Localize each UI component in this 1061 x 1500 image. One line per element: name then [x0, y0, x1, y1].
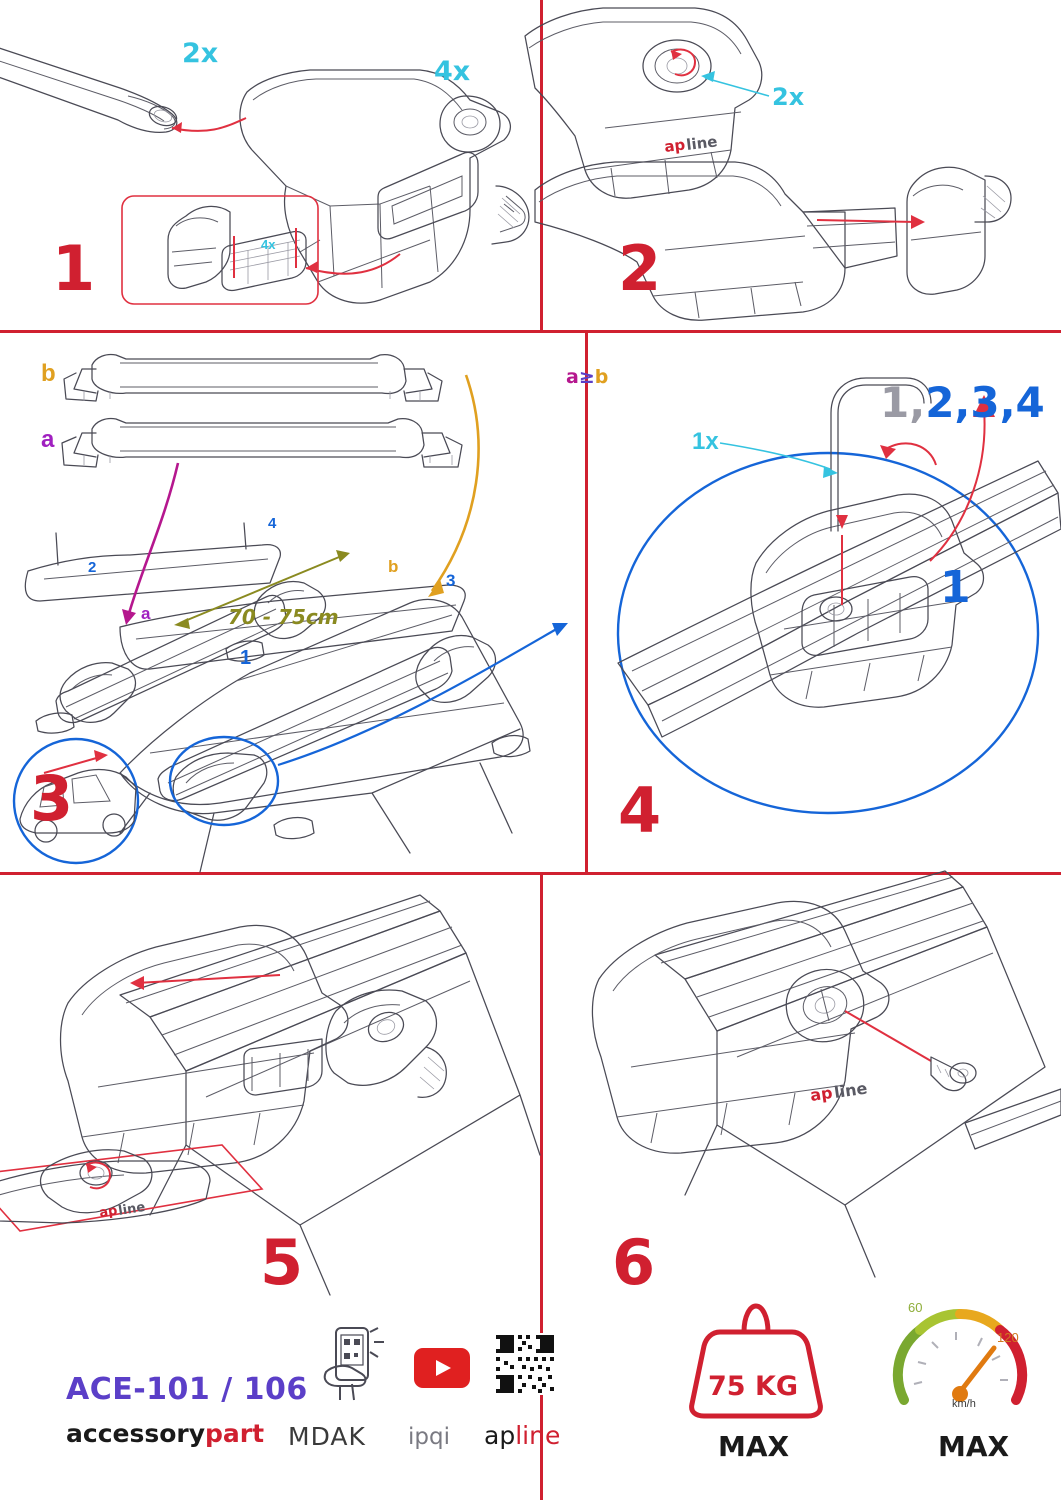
brand-accessory-text: accessory [66, 1419, 206, 1448]
weight-limit-value: 75 KG [708, 1371, 799, 1402]
label-position-4: 4 [268, 515, 277, 532]
label-roof-a: a [141, 604, 151, 623]
speed-unit-label: km/h [952, 1398, 976, 1410]
svg-text:ap: ap [663, 135, 687, 156]
step-number-5: 5 [260, 1226, 304, 1299]
speed-scale-max: 120 [997, 1330, 1019, 1345]
speed-scale-min: 60 [908, 1300, 923, 1315]
brand-mdak: MDAK [288, 1422, 366, 1451]
step-number-6: 6 [612, 1226, 656, 1299]
step-number-4: 4 [618, 774, 662, 847]
brand-ipqi: ipqi [408, 1424, 450, 1450]
label-bar-b: b [41, 360, 56, 387]
brand-line-text: line [515, 1421, 561, 1450]
label-roof-b: b [388, 557, 399, 576]
label-qty-2x-lock: 2x [772, 83, 805, 111]
step-number-2: 2 [618, 232, 662, 305]
step-number-3: 3 [30, 762, 74, 835]
label-position-1: 1 [240, 647, 252, 669]
divider-step5-step6 [540, 872, 543, 1500]
label-position-2: 2 [88, 559, 97, 576]
brand-apline [484, 1421, 560, 1450]
svg-text:line: line [685, 132, 719, 154]
speed-max-label: MAX [938, 1430, 1010, 1463]
svg-text:ap: ap [808, 1083, 834, 1105]
divider-step1-step2 [540, 0, 543, 330]
step-number-1: 1 [52, 232, 96, 305]
label-a-ge-b: a≥b [566, 366, 609, 388]
label-b: b [594, 366, 609, 388]
sequence-rest: 2,3,4 [925, 378, 1045, 427]
label-qty-1x-key: 1x [692, 428, 719, 455]
youtube-icon[interactable] [414, 1348, 470, 1388]
label-qty-4x-pad: 4x [261, 237, 276, 252]
brand-ap-text: ap [484, 1421, 516, 1450]
label-qty-2x-endcap: 2x [182, 38, 219, 69]
label-a: a [566, 366, 579, 388]
svg-text:line: line [117, 1199, 147, 1219]
weight-max-label: MAX [718, 1430, 790, 1463]
svg-text:ap: ap [98, 1203, 119, 1221]
step3-illustration [0, 333, 585, 872]
label-torque-1: 1 [940, 562, 971, 613]
qr-scan-phone-icon[interactable] [318, 1326, 398, 1404]
svg-text:line: line [832, 1078, 869, 1102]
qr-code-icon[interactable] [494, 1333, 556, 1395]
sequence-first: 1, [880, 378, 926, 427]
label-distance: 70 - 75cm [228, 605, 339, 629]
label-qty-4x-foot: 4x [434, 56, 471, 87]
brand-part-text: part [205, 1419, 265, 1448]
brand-accessorypart [66, 1419, 264, 1448]
label-tightening-sequence [880, 378, 1045, 427]
label-position-3: 3 [446, 571, 456, 590]
product-code: ACE-101 / 106 [66, 1372, 308, 1407]
label-bar-a: a [41, 426, 55, 453]
